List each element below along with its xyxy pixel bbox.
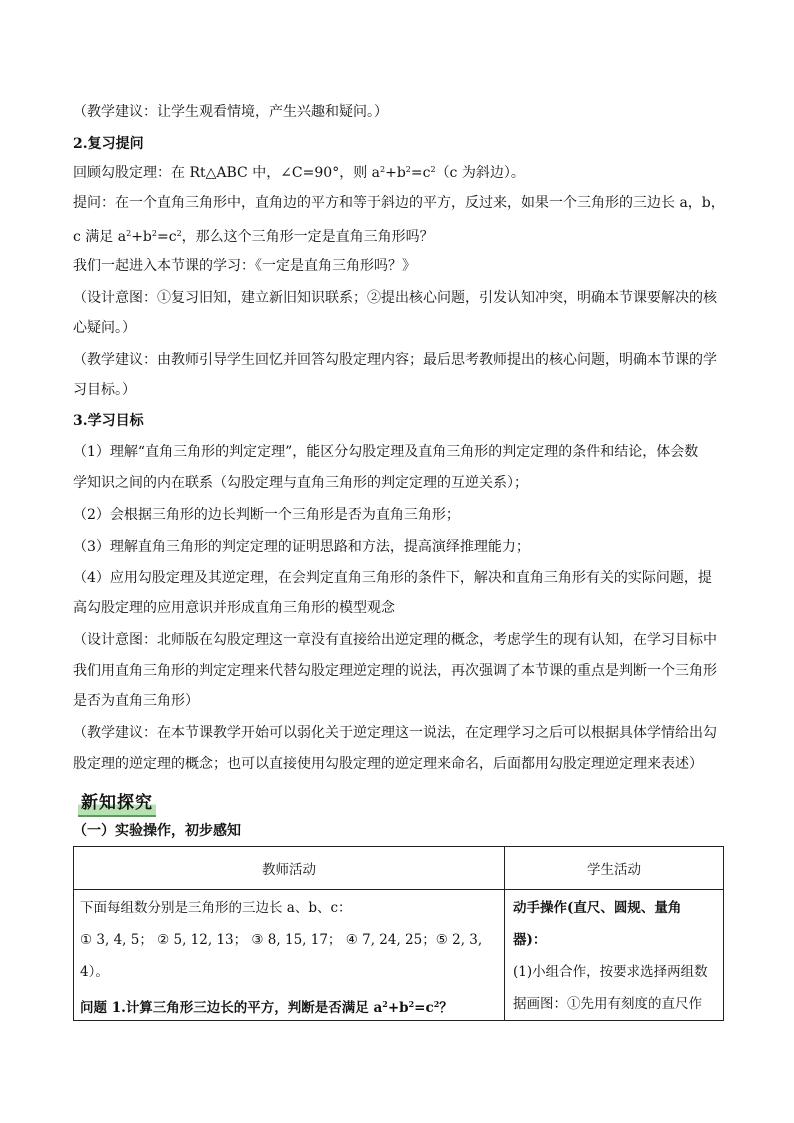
student-line-3: (1)小组合作，按要求选择两组数 [513,964,708,980]
teaching-suggestion-3b: 股定理的逆定理的概念；也可以直接使用勾股定理的逆定理来命名，后面都用勾股定理逆定理来表述） [73,756,703,772]
section-title: 新知探究 [78,788,156,817]
goal-4b: 高勾股定理的应用意识并形成直角三角形的模型观念 [73,600,395,616]
teaching-suggestion-3a: （教学建议：在本节课教学开始可以弱化关于逆定理这一说法，在定理学习之后可以根据具体学情给出勾 [73,725,717,741]
teacher-line-3: 4）。 [80,964,109,980]
activity-table [73,846,724,1021]
teacher-line-1: 下面每组数分别是三角形的三边长 a、b、c： [80,900,352,916]
design-intent-1b: 心疑问。） [73,320,136,336]
lesson-intro: 我们一起进入本节课的学习：《一定是直角三角形吗？》 [73,258,416,274]
student-line-4: 据画图：①先用有刻度的直尺作 [513,996,702,1012]
teacher-line-2: ① 3, 4, 5； ② 5, 12, 13； ③ 8, 15, 17； ④ 7, 24, 25；⑤ 2, 3, [80,932,483,948]
goal-1a: （1）理解“直角三角形的判定定理”，能区分勾股定理及直角三角形的判定定理的条件和结论，体会数 [73,444,699,460]
subsection-title: （一）实验操作，初步感知 [73,823,241,839]
question-line-1: 提问：在一个直角三角形中，直角边的平方和等于斜边的平方，反过来，如果一个三角形的三边长 a，b， [73,195,725,211]
teacher-question-1: 问题 1.计算三角形三边长的平方，判断是否满足 $a^2+b^2=c^2$？ [80,999,453,1016]
design-intent-2a: （设计意图：北师版在勾股定理这一章没有直接给出逆定理的概念，考虑学生的现有认知，在学习目标中 [73,632,717,648]
teacher-activity-cell [74,890,505,1021]
design-intent-2b: 我们用直角三角形的判定定理来代替勾股定理逆定理的说法，再次强调了本节课的重点是判断一个三角形 [73,663,717,679]
student-activity-header: 学生活动 [505,847,724,890]
teaching-suggestion-2b: 习目标。） [73,382,136,398]
heading-review: 2.复习提问 [73,136,144,152]
teaching-suggestion-2a: （教学建议：由教师引导学生回忆并回答勾股定理内容；最后思考教师提出的核心问题，明确本节课的学 [73,352,717,368]
heading-goals: 3.学习目标 [73,413,144,429]
teacher-activity-header: 教师活动 [74,847,505,890]
question-line-2: c 满足 $a^2+b^2=c^2$，那么这个三角形一定是直角三角形吗？ [73,229,434,245]
pythagorean-recall: 回顾勾股定理：在 Rt△ABC 中，∠C=90°，则 $a^2+b^2=c^2(c$ 为斜边）。 [73,165,525,181]
goal-3: （3）理解直角三角形的判定定理的证明思路和方法，提高演绎推理能力； [73,539,530,555]
goal-2: （2）会根据三角形的边长判断一个三角形是否为直角三角形； [73,507,460,523]
student-line-2: 器)： [513,932,547,948]
teaching-suggestion-1: （教学建议：让学生观看情境，产生兴趣和疑问。） [73,104,388,120]
student-activity-cell [505,890,724,1021]
student-line-1: 动手操作(直尺、圆规、量角 [513,900,682,916]
goal-4a: （4）应用勾股定理及其逆定理，在会判定直角三角形的条件下，解决和直角三角形有关的实际问题，提 [73,570,712,586]
table-header-row [74,847,724,890]
goal-1b: 学知识之间的内在联系（勾股定理与直角三角形的判定定理的互逆关系）； [73,475,528,491]
table-row [74,890,724,1021]
design-intent-2c: 是否为直角三角形） [73,693,199,709]
design-intent-1a: （设计意图：①复习旧知，建立新旧知识联系；②提出核心问题，引发认知冲突，明确本节课要解决的核 [73,290,717,306]
